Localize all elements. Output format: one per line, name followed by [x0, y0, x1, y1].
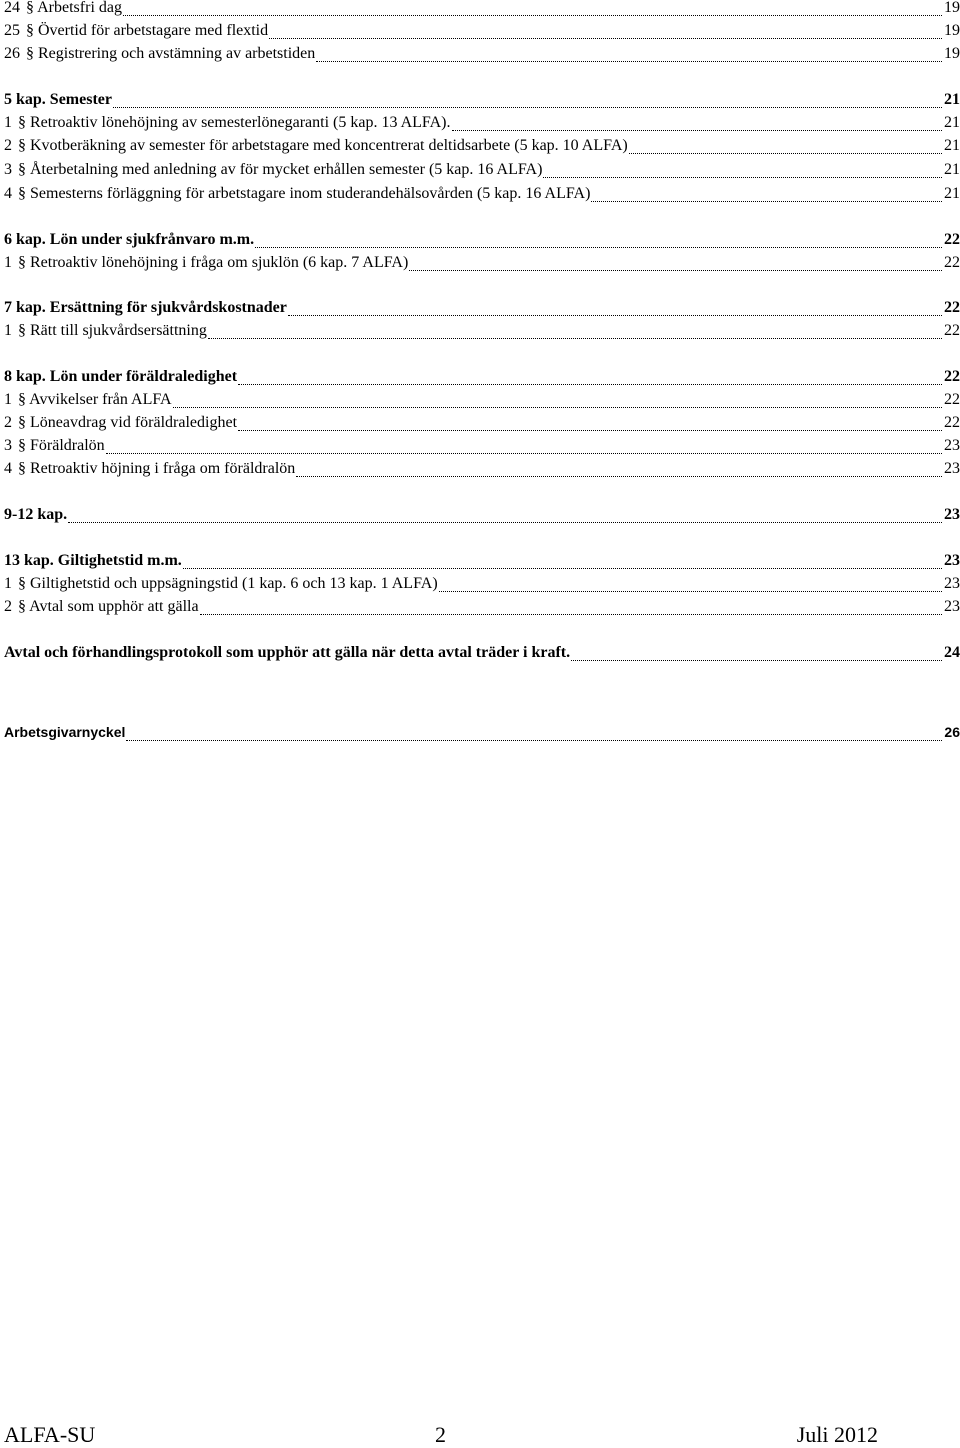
entry-title: Retroaktiv lönehöjning i fråga om sjuklön (6 kap. 7 ALFA)	[30, 254, 409, 271]
toc-entry[interactable]: 1 § Retroaktiv lönehöjning i fråga om sjuklön (6 kap. 7 ALFA) 22	[4, 254, 960, 271]
page-number: 22	[944, 414, 960, 431]
page-number: 19	[944, 22, 960, 39]
dot-leader	[439, 591, 942, 592]
toc-entry[interactable]: 25 § Övertid för arbetstagare med flextid 19	[4, 22, 960, 39]
page-number: 23	[944, 575, 960, 592]
dot-leader	[126, 740, 942, 741]
toc-entry[interactable]: 24 § Arbetsfri dag 19	[4, 0, 960, 16]
dot-leader	[113, 107, 942, 108]
toc-entry[interactable]: 1 § Retroaktiv lönehöjning av semesterlönegaranti (5 kap. 13 ALFA). 21	[4, 114, 960, 131]
page-number: 23	[944, 506, 960, 523]
dot-leader	[296, 476, 942, 477]
dot-leader	[208, 338, 942, 339]
chapter-title: 8 kap. Lön under föräldraledighet	[4, 368, 238, 385]
toc-entry[interactable]: 2 § Avtal som upphör att gälla 23	[4, 598, 960, 615]
section-number: 1	[4, 114, 12, 131]
page-number: 23	[944, 598, 960, 615]
dot-leader	[269, 38, 942, 39]
entry-title: Kvotberäkning av semester för arbetstagare med koncentrerat deltidsarbete (5 kap. 10 ALFA)	[30, 137, 628, 154]
entry-title: Giltighetstid och uppsägningstid (1 kap. 6 och 13 kap. 1 ALFA)	[30, 575, 438, 592]
dot-leader	[591, 201, 942, 202]
chapter-title: 13 kap. Giltighetstid m.m.	[4, 552, 182, 569]
page-number: 21	[944, 185, 960, 202]
dot-leader	[629, 153, 942, 154]
dot-leader	[288, 315, 942, 316]
dot-leader	[255, 247, 942, 248]
entry-title: Arbetsfri dag	[37, 0, 122, 16]
page-number: 21	[944, 161, 960, 178]
toc-entry[interactable]: 2 § Löneavdrag vid föräldraledighet 22	[4, 414, 960, 431]
dot-leader	[200, 614, 942, 615]
section-number: 24	[4, 0, 20, 16]
section-number: 4	[4, 460, 12, 477]
page-number: 22	[944, 254, 960, 271]
section-number: 2	[4, 137, 12, 154]
toc-chapter[interactable]	[4, 644, 960, 666]
page-number: 23	[944, 460, 960, 477]
page-number: 22	[944, 231, 960, 248]
entry-title: Rätt till sjukvårdsersättning	[30, 322, 207, 339]
chapter-title: 9-12 kap.	[4, 506, 68, 523]
section-number: 1	[4, 575, 12, 592]
dot-leader	[173, 407, 942, 408]
page-number: 22	[944, 322, 960, 339]
chapter-title: 6 kap. Lön under sjukfrånvaro m.m.	[4, 231, 255, 248]
entry-title: Löneavdrag vid föräldraledighet	[30, 414, 238, 431]
page-number: 21	[944, 91, 960, 108]
toc-entry[interactable]: 2 § Kvotberäkning av semester för arbetstagare med koncentrerat deltidsarbete (5 kap. 10 ALFA) 21	[4, 137, 960, 154]
page-number: 21	[944, 137, 960, 154]
page-number: 22	[944, 368, 960, 385]
dot-leader	[409, 270, 942, 271]
toc-chapter[interactable]	[4, 91, 960, 113]
section-number: 25	[4, 22, 20, 39]
dot-leader	[316, 61, 942, 62]
chapter-title: Arbetsgivarnyckel	[4, 724, 126, 740]
section-number: 3	[4, 437, 12, 454]
page-number: 22	[944, 391, 960, 408]
toc-chapter[interactable]	[4, 299, 960, 321]
page-number: 23	[944, 552, 960, 569]
toc-entry[interactable]: 4 § Semesterns förläggning för arbetstagare inom studerandehälsovården (5 kap. 16 ALFA) 21	[4, 185, 960, 202]
page-number: 26	[944, 724, 960, 740]
toc-entry[interactable]: 1 § Rätt till sjukvårdsersättning 22	[4, 322, 960, 339]
chapter-title: Avtal och förhandlingsprotokoll som upphör att gälla när detta avtal träder i kraft.	[4, 644, 571, 661]
toc-entry[interactable]: 1 § Avvikelser från ALFA 22	[4, 391, 960, 408]
section-number: 1	[4, 391, 12, 408]
section-number: 4	[4, 185, 12, 202]
toc-chapter[interactable]	[4, 724, 960, 746]
dot-leader	[543, 177, 942, 178]
footer-page-number: 2	[435, 1422, 446, 1447]
toc-chapter[interactable]	[4, 368, 960, 390]
toc-entry[interactable]: 3 § Föräldralön 23	[4, 437, 960, 454]
toc-chapter[interactable]	[4, 552, 960, 574]
dot-leader	[238, 430, 942, 431]
toc-entry[interactable]: 3 § Återbetalning med anledning av för mycket erhållen semester (5 kap. 16 ALFA) 21	[4, 161, 960, 178]
toc-chapter[interactable]	[4, 231, 960, 253]
dot-leader	[106, 453, 942, 454]
entry-title: Registrering och avstämning av arbetstiden	[38, 45, 316, 62]
entry-title: Retroaktiv höjning i fråga om föräldralön	[30, 460, 296, 477]
page-number: 24	[944, 644, 960, 661]
dot-leader	[183, 568, 942, 569]
entry-title: Föräldralön	[30, 437, 105, 454]
dot-leader	[452, 130, 943, 131]
toc-entry[interactable]: 26 § Registrering och avstämning av arbetstiden 19	[4, 45, 960, 62]
footer-document-name: ALFA-SU	[4, 1422, 96, 1447]
section-number: 3	[4, 161, 12, 178]
entry-title: Retroaktiv lönehöjning av semesterlönegaranti (5 kap. 13 ALFA).	[30, 114, 451, 131]
page-number: 19	[944, 0, 960, 16]
entry-title: Övertid för arbetstagare med flextid	[38, 22, 269, 39]
section-number: 1	[4, 254, 12, 271]
dot-leader	[123, 15, 942, 16]
entry-title: Semesterns förläggning för arbetstagare inom studerandehälsovården (5 kap. 16 ALFA)	[30, 185, 591, 202]
toc-entry[interactable]: 4 § Retroaktiv höjning i fråga om föräldralön 23	[4, 460, 960, 477]
entry-title: Avvikelser från ALFA	[29, 391, 172, 408]
section-number: 1	[4, 322, 12, 339]
section-number: 26	[4, 45, 20, 62]
chapter-title: 7 kap. Ersättning för sjukvårdskostnader	[4, 299, 287, 316]
dot-leader	[238, 384, 942, 385]
toc-entry[interactable]: 1 § Giltighetstid och uppsägningstid (1 kap. 6 och 13 kap. 1 ALFA) 23	[4, 575, 960, 592]
page-number: 19	[944, 45, 960, 62]
entry-title: Återbetalning med anledning av för mycket erhållen semester (5 kap. 16 ALFA)	[30, 161, 543, 178]
toc-chapter[interactable]	[4, 506, 960, 528]
section-number: 2	[4, 598, 12, 615]
chapter-title: 5 kap. Semester	[4, 91, 112, 108]
page-number: 21	[944, 114, 960, 131]
dot-leader	[571, 660, 942, 661]
dot-leader	[68, 522, 942, 523]
page-number: 23	[944, 437, 960, 454]
footer-date: Juli 2012	[796, 1422, 878, 1447]
page-number: 22	[944, 299, 960, 316]
page-footer	[0, 1422, 960, 1446]
section-number: 2	[4, 414, 12, 431]
entry-title: Avtal som upphör att gälla	[29, 598, 199, 615]
